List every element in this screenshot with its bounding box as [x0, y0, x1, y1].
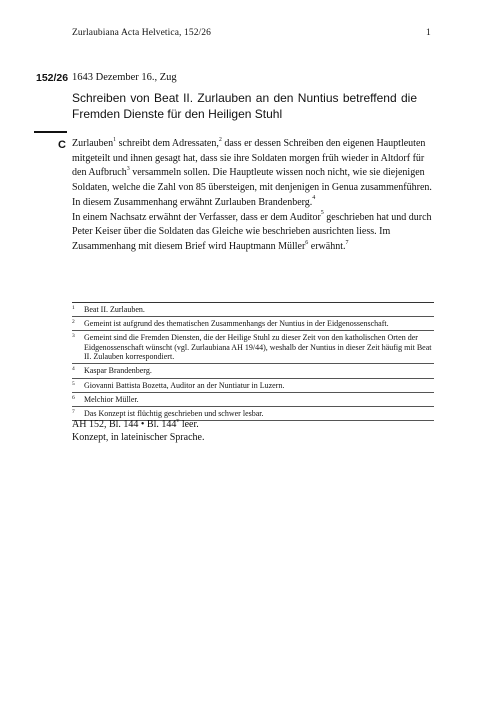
text-segment: erwähnt. [308, 240, 346, 252]
footnote-list [72, 302, 434, 421]
footnote-text: Gemeint ist aufgrund des thematischen Zusammenhangs der Nuntius in der Eidgenossenschaft. [84, 319, 389, 329]
footnote-text: Melchior Müller. [84, 394, 139, 404]
footnote-item [72, 364, 434, 378]
text-segment: AH 152, Bl. 144 • Bl. 144 [72, 419, 177, 430]
footnote-ref: 5 [320, 210, 324, 217]
footnote-item [72, 331, 434, 364]
footnote-number: 6 [72, 394, 75, 401]
summary-paragraph-2 [72, 211, 434, 255]
document-title: Schreiben von Beat II. Zurlauben an den Nuntius betreffend die Fremden Dienste für den Heiligen Stuhl [72, 91, 417, 121]
text-segment: dass er dessen Schreiben den eigenen Hauptleuten mitgeteilt und ihnen gesagt hat, dass sie ihre Soldaten morgen früh wieder in Altdorf für den Aufbruch [72, 138, 426, 179]
section-rule [34, 131, 67, 133]
footnote-text: Gemeint sind die Fremden Diensten, die der Heilige Stuhl zu dieser Zeit von den katholischen Orten der Eidgenossenschaft wünscht (vgl. Zurlaubiana AH 19/44), weshalb der Nuntius in dieser Zeit häufig mit Beat II. Zulauben korrespondiert. [84, 333, 432, 362]
text-segment: versammeln sollen. Die Hauptleute wissen noch nicht, wie sie diejenigen Soldaten, welche die Zahl von 85 übersteigen, mit denjenigen in Genua zusammenführen. In diesem Zusammenhang erwähnt Zurlauben Brandenberg. [72, 167, 432, 208]
archive-description: Konzept, in lateinischer Sprache. [72, 431, 205, 443]
text-segment: Zurlauben [72, 138, 114, 149]
footnote-ref: 1 [113, 136, 117, 143]
footnote-item [72, 317, 434, 331]
footnote-item [72, 393, 434, 407]
text-segment: In einem Nachsatz erwähnt der Verfasser, dass er dem Auditor [72, 211, 321, 223]
text-segment: leer. [179, 419, 199, 430]
footnote-number: 2 [72, 319, 75, 326]
footnote-text: Beat II. Zurlauben. [84, 305, 145, 314]
document-number: 152/26 [36, 72, 69, 84]
footnote-ref: 4 [312, 195, 316, 202]
archive-signature [72, 419, 204, 432]
footnote-number: 5 [72, 380, 75, 387]
footnote-number: 1 [72, 305, 75, 311]
page-number: 1 [426, 28, 431, 38]
footnote-item [72, 379, 434, 393]
footnote-item [72, 303, 434, 317]
verso-marker: v [176, 417, 180, 424]
footnote-ref: 7 [345, 239, 349, 246]
footnote-ref: 2 [218, 136, 222, 143]
footnote-text: Giovanni Battista Bozetta, Auditor an der Nuntiatur in Luzern. [84, 380, 285, 390]
summary-marker: C [58, 139, 66, 151]
document-date: 1643 Dezember 16., Zug [72, 72, 177, 83]
footnote-number: 7 [72, 408, 75, 415]
footnote-text: Das Konzept ist flüchtig geschrieben und schwer lesbar. [84, 408, 264, 418]
text-segment: geschrieben hat und durch Peter Keiser über die Soldaten das Gleiche wie beschrieben ausrichten liess. Im Zusammenhang mit diesem Brief wird Hauptmann Müller [72, 211, 432, 252]
footnote-number: 3 [72, 333, 75, 340]
footnote-ref: 6 [305, 239, 309, 246]
footnote-number: 4 [72, 366, 75, 373]
running-header: Zurlaubiana Acta Helvetica, 152/26 [72, 28, 211, 38]
text-segment: schreibt dem Adressaten, [116, 138, 219, 149]
summary-paragraph-1 [72, 137, 434, 211]
summary-text [72, 137, 434, 255]
archive-reference [72, 419, 204, 444]
footnote-ref: 3 [126, 166, 130, 173]
footnote-text: Kaspar Brandenberg. [84, 366, 152, 376]
